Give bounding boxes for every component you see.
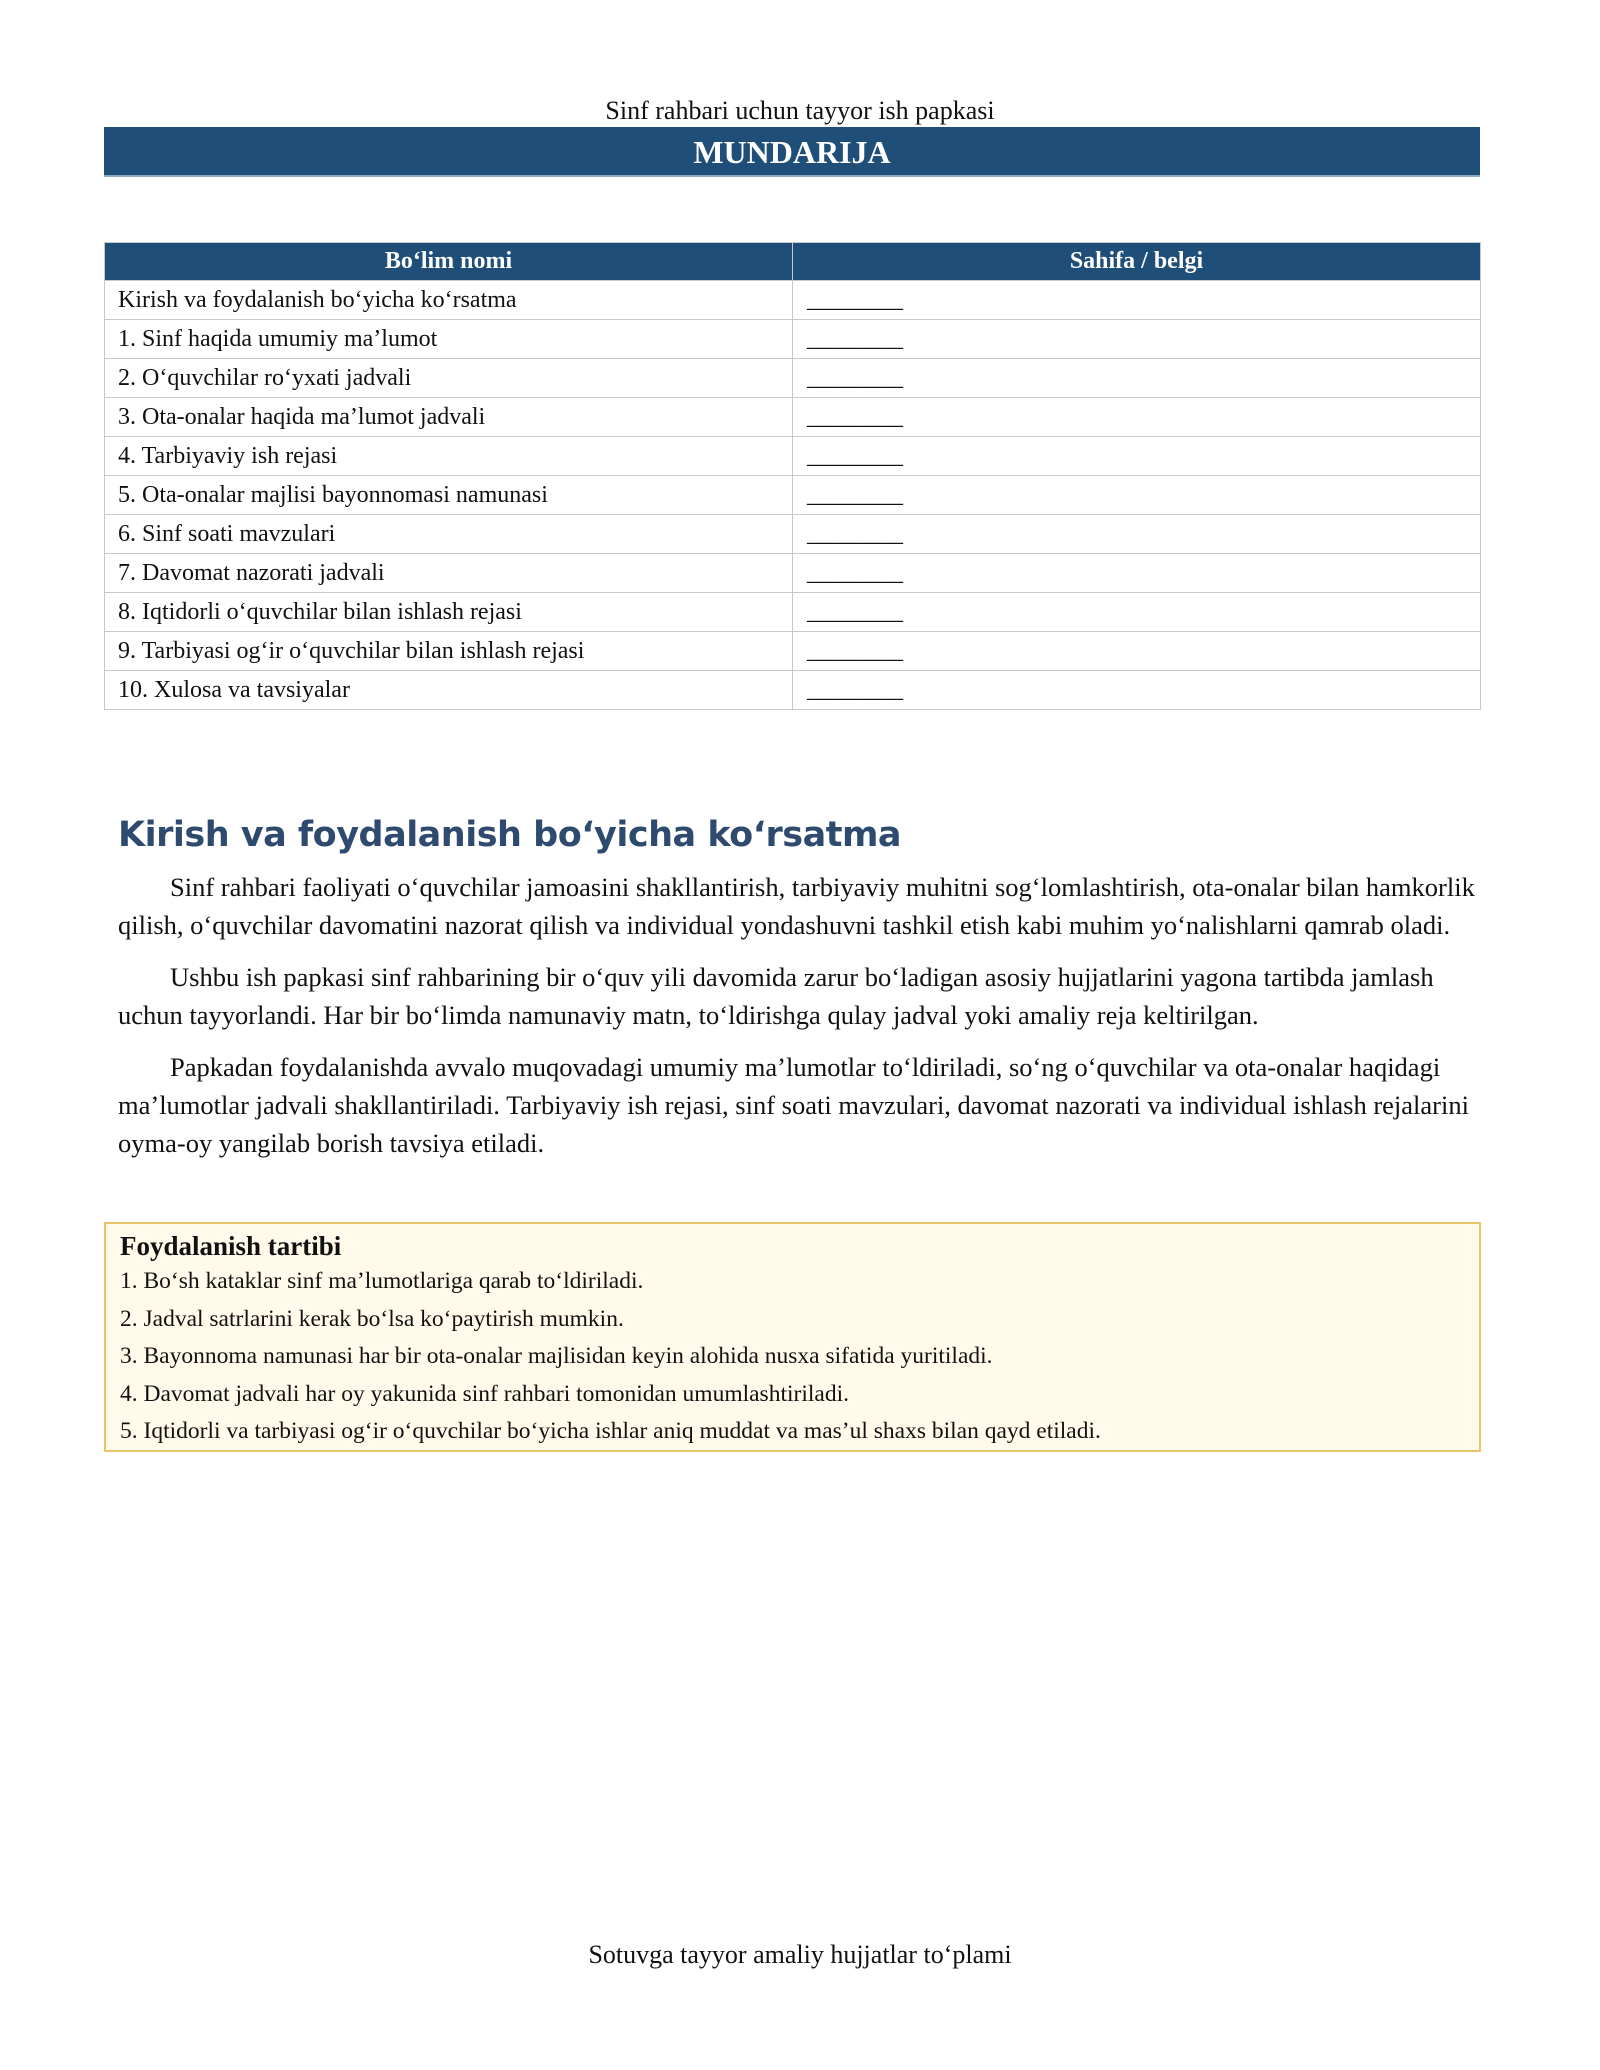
contents-header-row (105, 243, 1481, 281)
page-mark-cell (793, 398, 1481, 437)
table-row (105, 671, 1481, 710)
page-mark-cell (793, 632, 1481, 671)
page-mark-cell (793, 554, 1481, 593)
intro-text (118, 868, 1493, 1176)
page-mark-cell (793, 359, 1481, 398)
section-name-header: Bo‘lim nomi (105, 243, 793, 281)
table-row (105, 554, 1481, 593)
intro-paragraph: Sinf rahbari faoliyati o‘quvchilar jamoasini shakllantirish, tarbiyaviy muhitni sog‘lomlashtirish, ota-onalar bilan hamkorlik qilish, o‘quvchilar davomatini nazorat qilish va individual yondashuvni tashkil etish kabi muhim yo‘nalishlarni qamrab oladi. (118, 872, 1475, 940)
table-row (105, 593, 1481, 632)
section-name-cell: 4. Tarbiyaviy ish rejasi (105, 437, 793, 476)
list-item: 1. Bo‘sh kataklar sinf ma’lumotlariga qarab to‘ldiriladi. (120, 1268, 644, 1294)
intro-heading: Kirish va foydalanish bo‘yicha ko‘rsatma (118, 815, 902, 855)
page-mark-cell (793, 593, 1481, 632)
section-name-cell: 10. Xulosa va tavsiyalar (105, 671, 793, 710)
page-blank: ________ (807, 559, 903, 586)
page-blank: ________ (807, 286, 903, 313)
list-item: 3. Bayonnoma namunasi har bir ota-onalar majlisidan keyin alohida nusxa sifatida yuritiladi. (120, 1343, 993, 1369)
contents-title: MUNDARIJA (104, 127, 1480, 177)
page-mark-cell (793, 671, 1481, 710)
table-row (105, 320, 1481, 359)
table-row (105, 281, 1481, 320)
list-item: 5. Iqtidorli va tarbiyasi og‘ir o‘quvchilar bo‘yicha ishlar aniq muddat va mas’ul shaxs bilan qayd etiladi. (120, 1418, 1101, 1444)
table-row (105, 632, 1481, 671)
page-blank: ________ (807, 325, 903, 352)
table-row (105, 398, 1481, 437)
page-mark-cell (793, 515, 1481, 554)
section-name-cell: 1. Sinf haqida umumiy ma’lumot (105, 320, 793, 359)
page-blank: ________ (807, 442, 903, 469)
contents-table (104, 242, 1481, 710)
page-mark-cell (793, 320, 1481, 359)
table-row (105, 515, 1481, 554)
table-row (105, 437, 1481, 476)
page-blank: ________ (807, 520, 903, 547)
list-item: 2. Jadval satrlarini kerak bo‘lsa ko‘paytirish mumkin. (120, 1305, 624, 1332)
page-mark-cell (793, 476, 1481, 515)
usage-note-box (104, 1222, 1481, 1452)
section-name-cell: 7. Davomat nazorati jadvali (105, 554, 793, 593)
intro-paragraph: Papkadan foydalanishda avvalo muqovadagi umumiy ma’lumotlar to‘ldiriladi, so‘ng o‘quvchilar va ota-onalar haqidagi ma’lumotlar jadvali shakllantiriladi. Tarbiyaviy ish rejasi, sinf soati mavzulari, davomat nazorati va individual ishlash rejalarini oyma-oy yangilab borish tavsiya etiladi. (118, 1052, 1469, 1158)
usage-list (120, 1263, 1465, 1451)
section-name-cell: 6. Sinf soati mavzulari (105, 515, 793, 554)
section-name-cell: 3. Ota-onalar haqida ma’lumot jadvali (105, 398, 793, 437)
list-item: 4. Davomat jadvali har oy yakunida sinf rahbari tomonidan umumlashtiriladi. (120, 1380, 849, 1407)
section-name-cell: Kirish va foydalanish bo‘yicha ko‘rsatma (105, 281, 793, 320)
table-row (105, 476, 1481, 515)
page-blank: ________ (807, 676, 903, 703)
section-name-cell: 5. Ota-onalar majlisi bayonnomasi namunasi (105, 476, 793, 515)
page-mark-cell (793, 281, 1481, 320)
intro-paragraph: Ushbu ish papkasi sinf rahbarining bir o‘quv yili davomida zarur bo‘ladigan asosiy hujjatlarini yagona tartibda jamlash uchun tayyorlandi. Har bir bo‘limda namunaviy matn, to‘ldirishga qulay jadval yoki amaliy reja keltirilgan. (118, 962, 1434, 1030)
page-mark-header: Sahifa / belgi (793, 243, 1481, 281)
page-mark-cell (793, 437, 1481, 476)
table-row (105, 359, 1481, 398)
page-blank: ________ (807, 481, 903, 508)
section-name-cell: 8. Iqtidorli o‘quvchilar bilan ishlash rejasi (105, 593, 793, 632)
page-blank: ________ (807, 637, 903, 664)
page-header: Sinf rahbari uchun tayyor ish papkasi (605, 96, 995, 125)
section-name-cell: 2. O‘quvchilar ro‘yxati jadvali (105, 359, 793, 398)
page-blank: ________ (807, 403, 903, 430)
page-footer: Sotuvga tayyor amaliy hujjatlar to‘plami (588, 1940, 1012, 1969)
page-blank: ________ (807, 598, 903, 625)
usage-note-title: Foydalanish tartibi (120, 1231, 342, 1261)
page-blank: ________ (807, 364, 903, 391)
section-name-cell: 9. Tarbiyasi og‘ir o‘quvchilar bilan ishlash rejasi (105, 632, 793, 671)
